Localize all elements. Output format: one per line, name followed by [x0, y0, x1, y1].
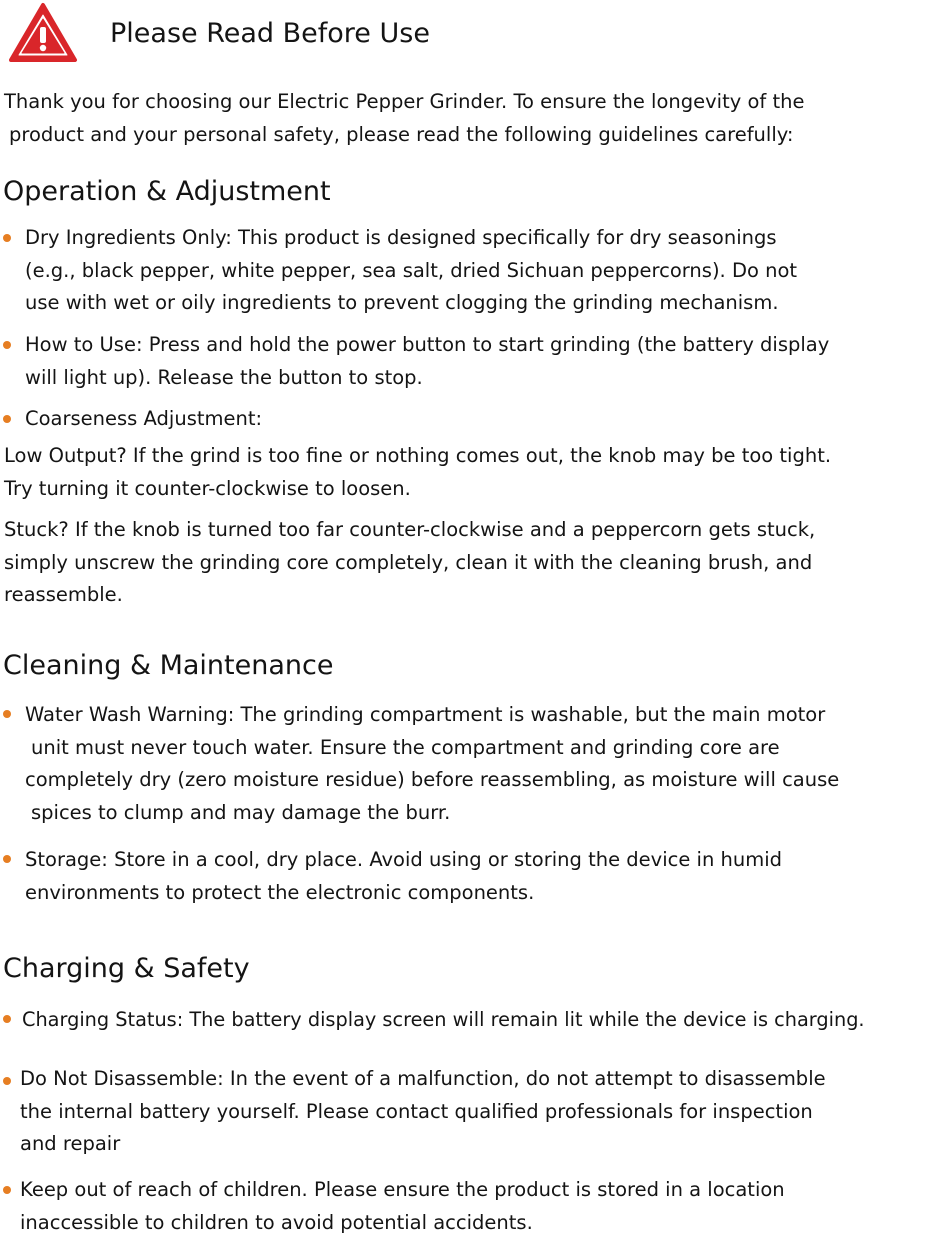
bullet-dot	[3, 1077, 11, 1085]
list-item-line: spices to clump and may damage the burr.	[31, 800, 451, 824]
list-item-line: unit must never touch water. Ensure the compartment and grinding core are	[31, 735, 780, 759]
bullet-dot	[3, 415, 11, 423]
paragraph-line: simply unscrew the grinding core completely, clean it with the cleaning brush, and	[4, 550, 813, 574]
intro-paragraph	[4, 86, 922, 151]
paragraph-line: Low Output? If the grind is too fine or nothing comes out, the knob may be too tight.	[4, 444, 832, 467]
list-item-line: and repair	[20, 1132, 121, 1155]
paragraph-low-output	[4, 440, 831, 505]
list-item-line: Water Wash Warning: The grinding compartment is washable, but the main motor	[25, 703, 826, 726]
list-item-line: will light up). Release the button to stop.	[25, 365, 423, 389]
bullet-dot	[3, 234, 11, 242]
list-item-line: environments to protect the electronic components.	[25, 880, 535, 904]
list-item-line: How to Use: Press and hold the power button to start grinding (the battery display	[25, 333, 830, 356]
list-item-line: use with wet or oily ingredients to prevent clogging the grinding mechanism.	[25, 291, 779, 314]
bullet-dot	[3, 855, 11, 863]
page-title: Please Read Before Use	[110, 18, 430, 49]
list-item-line: Coarseness Adjustment:	[25, 407, 263, 430]
bullet-dot	[3, 710, 11, 718]
section-title-charging: Charging & Safety	[3, 953, 250, 984]
bullet-dot	[3, 1186, 11, 1194]
section-title-operation: Operation & Adjustment	[3, 176, 331, 207]
warning-triangle-icon	[8, 2, 78, 64]
list-item-line: Storage: Store in a cool, dry place. Avoid using or storing the device in humid	[25, 848, 783, 871]
header	[0, 0, 927, 68]
list-item-line: inaccessible to children to avoid potential accidents.	[20, 1210, 533, 1234]
bullet-dot	[3, 1015, 11, 1023]
intro-line: Thank you for choosing our Electric Pepper Grinder. To ensure the longevity of the	[4, 90, 805, 113]
list-item-line: Do Not Disassemble: In the event of a malfunction, do not attempt to disassemble	[20, 1067, 826, 1090]
list-item-line: the internal battery yourself. Please contact qualified professionals for inspection	[20, 1099, 813, 1123]
list-item-line: Dry Ingredients Only: This product is designed specifically for dry seasonings	[25, 226, 777, 249]
bullet-dot	[3, 341, 11, 349]
list-item-line: Charging Status: The battery display screen will remain lit while the device is charging.	[22, 1008, 865, 1031]
list-item-line: completely dry (zero moisture residue) before reassembling, as moisture will cause	[25, 768, 840, 791]
paragraph-line: Stuck? If the knob is turned too far counter-clockwise and a peppercorn gets stuck,	[4, 518, 816, 541]
paragraph-stuck	[4, 514, 815, 612]
list-item-line: Keep out of reach of children. Please ensure the product is stored in a location	[20, 1178, 785, 1201]
intro-line: product and your personal safety, please read the following guidelines carefully:	[9, 122, 794, 146]
paragraph-line: Try turning it counter-clockwise to loosen.	[4, 476, 411, 500]
paragraph-line: reassemble.	[4, 583, 123, 606]
list-item-line: (e.g., black pepper, white pepper, sea salt, dried Sichuan peppercorns). Do not	[25, 258, 798, 282]
section-title-cleaning: Cleaning & Maintenance	[3, 650, 334, 681]
